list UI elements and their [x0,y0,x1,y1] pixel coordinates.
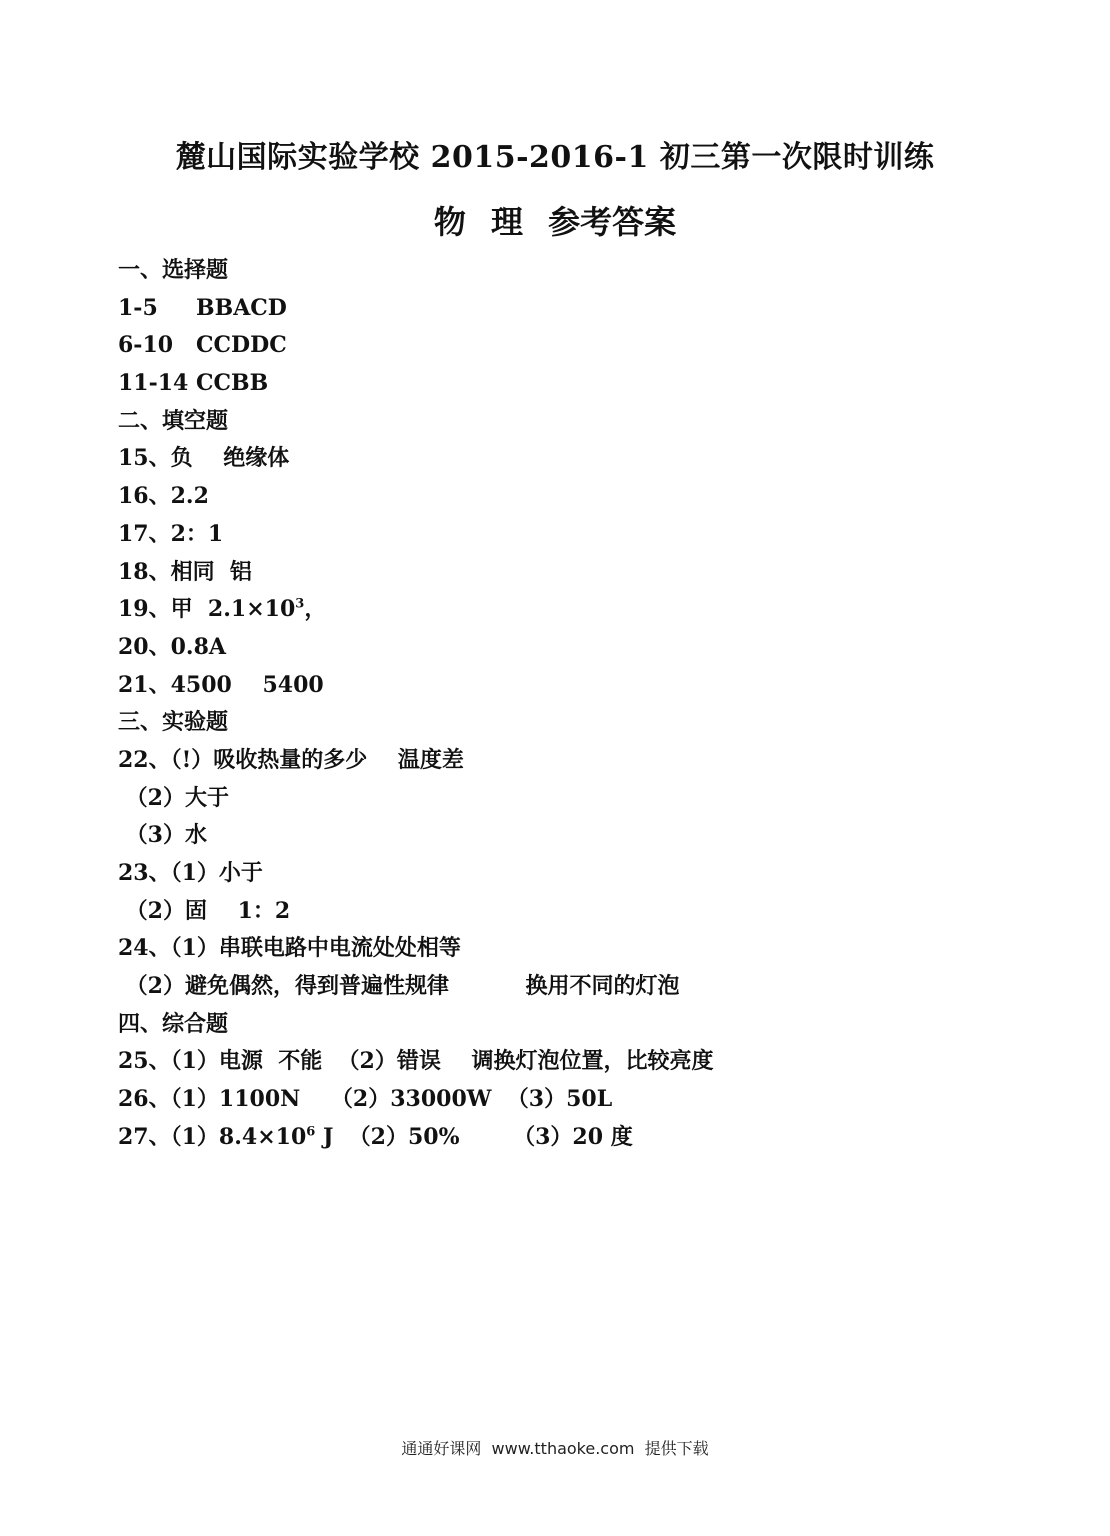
answer-24-part1: 24、（1）串联电路中电流处处相等 [118,935,461,962]
answer-26: 26、（1）1100N （2）33000W （3）50L [118,1086,613,1113]
document-subtitle: 物 理 参考答案 [433,203,677,241]
answer-19-exponent: 3 [295,596,305,612]
answer-11-14: 11-14 CCBB [118,370,269,397]
answer-20: 20、0.8A [118,633,226,660]
answer-22-part1: 22、（!）吸收热量的多少 温度差 [118,746,464,773]
answer-19 [118,591,1018,629]
answer-27 [118,1119,1018,1157]
answer-27-base: 27、（1）8.4×10 [118,1123,307,1150]
section-heading-comprehensive: 四、综合题 [118,1010,229,1037]
answer-21: 21、4500 5400 [118,671,324,698]
section-heading-experiment: 三、实验题 [118,709,229,736]
answer-25: 25、（1）电源 不能 （2）错误 调换灯泡位置，比较亮度 [118,1048,714,1075]
answer-22-part3: （3）水 [118,822,207,849]
answer-18: 18、相同 铝 [118,558,252,585]
answer-24-part2: （2）避免偶然，得到普遍性规律 换用不同的灯泡 [118,973,680,1000]
section-heading-choice: 一、选择题 [118,257,229,283]
answer-6-10: 6-10 CCDDC [118,332,287,359]
answer-23-part1: 23、（1）小于 [118,860,263,886]
answer-27-tail: J （2）50% （3）20 度 [315,1123,633,1150]
answer-15: 15、负 绝缘体 [118,445,290,472]
answer-27-exponent: 6 [306,1124,316,1140]
answer-16: 16、2.2 [118,483,209,510]
answer-list [118,252,1018,1157]
answer-19-tail: ， [304,596,327,623]
answer-23-part2: （2）固 1：2 [118,897,291,924]
answer-1-5: 1-5 BBACD [118,294,287,321]
answer-19-base: 19、甲 2.1×10 [118,596,296,623]
answer-22-part2: （2）大于 [118,784,229,811]
section-heading-fill: 二、填空题 [118,407,229,434]
footer-watermark: 通通好课网 www.tthaoke.com 提供下载 [401,1439,709,1458]
document-title: 麓山国际实验学校 2015-2016-1 初三第一次限时训练 [175,140,935,175]
answer-17: 17、2：1 [118,520,224,547]
